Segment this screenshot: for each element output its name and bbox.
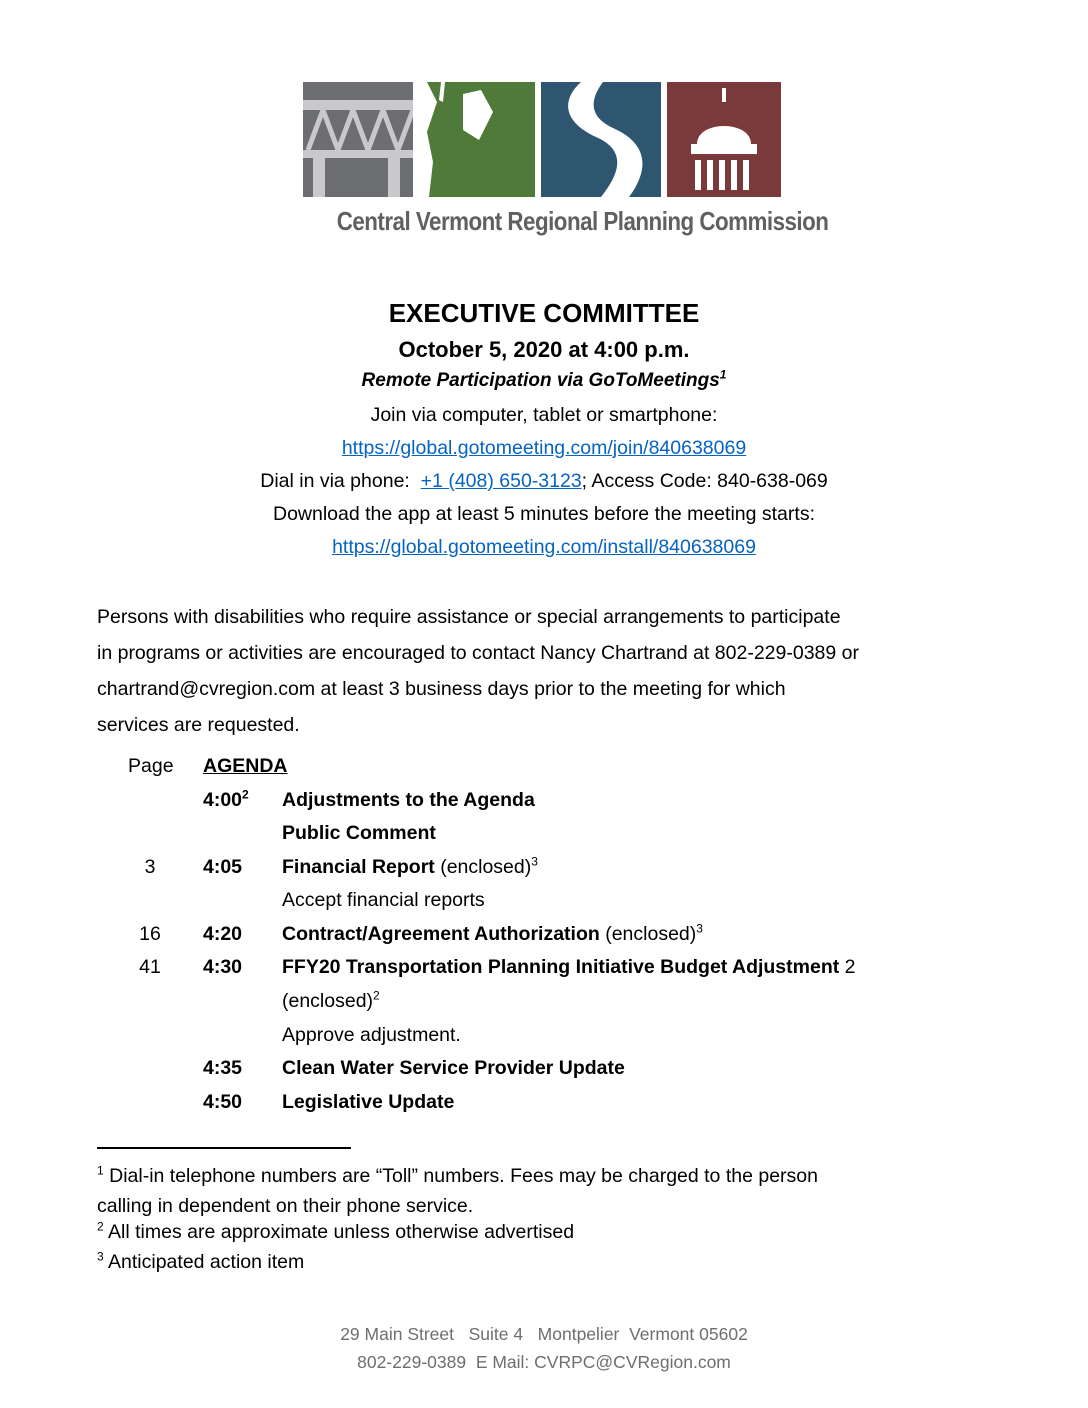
- agenda-item: [0, 1024, 1088, 1054]
- join-url-line: [0, 437, 1088, 460]
- time-value: 4:20: [203, 923, 243, 945]
- item-text: [282, 923, 1002, 946]
- notice-line: services are requested.: [97, 714, 300, 736]
- footnote-ref: 3: [531, 854, 538, 869]
- cvrpc-logo: [303, 82, 829, 244]
- agenda-header-row: [0, 755, 1088, 785]
- install-url-line: [0, 536, 1088, 559]
- footnote-ref: 1: [719, 367, 727, 382]
- agenda-item: [0, 856, 1088, 886]
- item-text: [282, 1024, 1002, 1047]
- meeting-title: EXECUTIVE COMMITTEE: [388, 298, 700, 328]
- item-text: [282, 1057, 1002, 1080]
- item-rest: 2: [839, 956, 856, 978]
- item-title: Public Comment: [282, 822, 436, 844]
- dial-in-line: [0, 470, 1088, 493]
- notice-line: in programs or activities are encouraged to contact Nancy Chartrand at 802-229-0389 or: [97, 642, 860, 664]
- item-page: 16: [139, 923, 161, 945]
- install-link[interactable]: https://global.gotomeeting.com/install/840638069: [332, 536, 756, 558]
- time-value: 4:50: [203, 1091, 243, 1113]
- footnote-divider: [97, 1147, 351, 1149]
- item-rest: Accept financial reports: [282, 889, 485, 911]
- item-title: Legislative Update: [282, 1091, 455, 1113]
- item-page: 41: [139, 956, 161, 978]
- footnote-text: All times are approximate unless otherwise advertised: [103, 1221, 575, 1243]
- agenda-item: [0, 889, 1088, 919]
- item-rest: (enclosed): [282, 990, 374, 1012]
- footnote-mark: 1: [97, 1163, 104, 1178]
- agenda-item: [0, 822, 1088, 852]
- item-time: [203, 956, 263, 979]
- agenda-item: [0, 956, 1088, 986]
- time-value: 4:30: [203, 956, 243, 978]
- footnote-mark: 3: [97, 1249, 104, 1264]
- agenda-item: [0, 789, 1088, 819]
- footnote-2: [97, 1221, 997, 1244]
- footnote-text: Dial-in telephone numbers are “Toll” numbers. Fees may be charged to the person: [103, 1165, 818, 1187]
- page-column-header: Page: [128, 755, 174, 777]
- time-value: 4:35: [203, 1057, 243, 1079]
- footnote-mark: 2: [97, 1219, 104, 1234]
- item-text: [282, 990, 1002, 1013]
- item-text: [282, 956, 1002, 979]
- download-instructions: Download the app at least 5 minutes before the meeting starts:: [273, 503, 815, 525]
- item-time: [203, 856, 263, 879]
- item-rest: (enclosed): [434, 856, 532, 878]
- time-value: 4:00: [203, 789, 243, 811]
- time-value: 4:05: [203, 856, 243, 878]
- phone-link[interactable]: +1 (408) 650-3123: [420, 470, 582, 492]
- item-time: [203, 1057, 263, 1080]
- item-time: [203, 923, 263, 946]
- footnote-1: [97, 1161, 997, 1221]
- footer-address: 29 Main Street Suite 4 Montpelier Vermont 05602: [340, 1324, 748, 1344]
- agenda-item: [0, 923, 1088, 953]
- join-instructions: Join via computer, tablet or smartphone:: [370, 404, 718, 426]
- item-text: [282, 856, 1002, 879]
- dial-prefix: Dial in via phone:: [260, 470, 410, 492]
- agenda-item: [0, 1091, 1088, 1121]
- item-title: Contract/Agreement Authorization: [282, 923, 600, 945]
- footnote-text: Anticipated action item: [103, 1251, 305, 1273]
- footnote-ref: 2: [373, 988, 380, 1003]
- agenda-heading: AGENDA: [203, 755, 288, 777]
- org-name: Central Vermont Regional Planning Commission: [336, 206, 829, 236]
- footnote-3: [97, 1251, 997, 1274]
- item-title: Adjustments to the Agenda: [282, 789, 535, 811]
- agenda-item: [0, 990, 1088, 1020]
- access-code: ; Access Code: 840-638-069: [581, 470, 828, 492]
- footer-contact: 802-229-0389 E Mail: CVRPC@CVRegion.com: [357, 1352, 731, 1372]
- item-time: [203, 1091, 263, 1114]
- item-page: 3: [144, 856, 156, 878]
- join-link[interactable]: https://global.gotomeeting.com/join/840638069: [341, 437, 747, 459]
- remote-participation: [0, 367, 1088, 392]
- item-text: [282, 1091, 1002, 1114]
- item-title: Clean Water Service Provider Update: [282, 1057, 625, 1079]
- footnote-ref: 3: [696, 921, 703, 936]
- footnote-line: [97, 1161, 997, 1191]
- footnote-line: calling in dependent on their phone service.: [97, 1195, 474, 1217]
- notice-line: chartrand@cvregion.com at least 3 business days prior to the meeting for which: [97, 678, 786, 700]
- item-time: [203, 789, 263, 812]
- remote-text: Remote Participation via GoToMeetings: [361, 370, 720, 391]
- river-icon: [541, 82, 661, 197]
- item-rest: Approve adjustment.: [282, 1024, 461, 1046]
- item-title: Financial Report: [282, 856, 435, 878]
- item-text: [282, 822, 1002, 845]
- meeting-date: October 5, 2020 at 4:00 p.m.: [398, 337, 690, 362]
- item-text: [282, 789, 1002, 812]
- item-text: [282, 889, 1002, 912]
- bridge-icon: [303, 82, 413, 197]
- item-rest: (enclosed): [599, 923, 697, 945]
- accessibility-notice: [97, 599, 997, 743]
- capitol-dome-icon: [667, 82, 781, 197]
- agenda-item: [0, 1057, 1088, 1087]
- vermont-map-icon: [419, 82, 535, 197]
- footnote-ref: 2: [242, 787, 249, 802]
- notice-line: Persons with disabilities who require assistance or special arrangements to participate: [97, 606, 841, 628]
- item-title: FFY20 Transportation Planning Initiative Budget Adjustment: [282, 956, 840, 978]
